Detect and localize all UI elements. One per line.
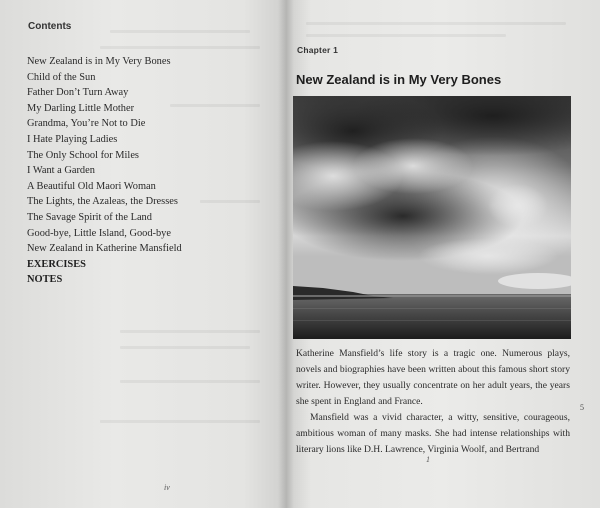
show-through-text	[110, 30, 250, 33]
toc-item: I Want a Garden	[27, 165, 95, 177]
left-page	[0, 0, 286, 508]
show-through-text	[120, 346, 250, 349]
toc-item: The Savage Spirit of the Land	[27, 211, 152, 223]
show-through-text	[100, 46, 260, 49]
page-number-right: 1	[426, 455, 430, 464]
page-number-left: iv	[164, 483, 170, 492]
chapter-body-text	[296, 346, 570, 458]
toc-item: Good-bye, Little Island, Good-bye	[27, 227, 171, 239]
cloudy-sea-landscape-photo	[293, 96, 571, 339]
line-number-marker: 5	[580, 403, 584, 412]
table-of-contents	[27, 54, 182, 288]
toc-item: Grandma, You’re Not to Die	[27, 118, 146, 130]
body-paragraph: Mansfield was a vivid character, a witty, sensitive, courageous, ambitious woman of many masks. She had intense relationships with literary lions like D.H. Lawrence, Virginia Woolf, and Bertrand	[296, 412, 570, 455]
show-through-text	[306, 22, 566, 25]
toc-item: The Lights, the Azaleas, the Dresses	[27, 196, 178, 208]
show-through-text	[200, 200, 260, 203]
toc-item: Father Don’t Turn Away	[27, 87, 129, 99]
show-through-text	[306, 34, 506, 37]
show-through-text	[120, 380, 260, 383]
toc-item: A Beautiful Old Maori Woman	[27, 180, 156, 192]
toc-item: I Hate Playing Ladies	[27, 133, 118, 145]
chapter-label: Chapter 1	[297, 45, 339, 55]
chapter-title: New Zealand is in My Very Bones	[296, 72, 502, 87]
toc-item: New Zealand in Katherine Mansfield	[27, 243, 182, 255]
show-through-text	[170, 104, 260, 107]
toc-item: New Zealand is in My Very Bones	[27, 56, 171, 67]
show-through-text	[100, 420, 260, 423]
book-gutter	[278, 0, 294, 508]
contents-heading: Contents	[28, 21, 72, 32]
toc-item: NOTES	[27, 274, 63, 286]
toc-item: Child of the Sun	[27, 71, 96, 83]
toc-item: EXERCISES	[27, 258, 86, 270]
toc-item: The Only School for Miles	[27, 149, 139, 161]
toc-item: My Darling Little Mother	[27, 102, 135, 114]
show-through-text	[120, 330, 260, 333]
body-paragraph: Katherine Mansfield’s life story is a tragic one. Numerous plays, novels and biographies have been written about this famous short story writer. However, they usually concentrate on her adult years, the years she spent in England and France.	[296, 348, 570, 407]
